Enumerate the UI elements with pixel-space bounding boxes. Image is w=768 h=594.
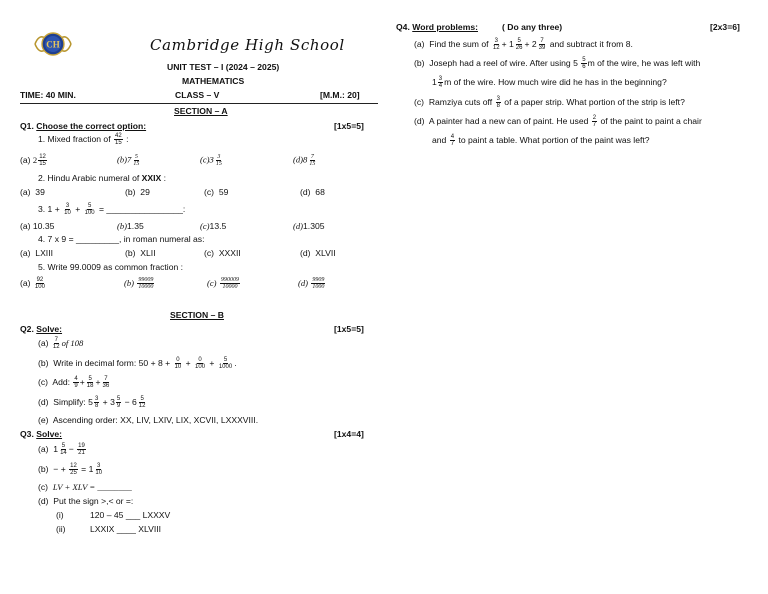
- test-title: UNIT TEST – I (2024 – 2025): [167, 62, 280, 72]
- q1-item-1-option-c: (c)3 $\frac{3}{15}$: [200, 154, 222, 167]
- q1-item-5-option-a: (a) $\frac{92}{100}$: [20, 277, 45, 290]
- q3-heading: [20, 429, 62, 439]
- max-marks-label: [M.M.: 20]: [320, 90, 360, 100]
- section-b-title: SECTION – B: [170, 310, 224, 320]
- q1-item-4-stem: 4. 7 x 9 = _________, in roman numeral as:: [38, 234, 205, 244]
- q1-item-2-option-c: (c) 59: [204, 187, 229, 197]
- header-divider: [20, 103, 378, 104]
- q3-number: Q3.: [20, 429, 34, 439]
- q1-item-5-option-d: (d) $\frac{9909}{1000}$: [298, 277, 325, 290]
- q4-part-a: (a) Find the sum of $\frac{3}{12}$ + 1 $\frac{5}{26}$ + 2 $\frac{7}{39}$ and subtract it from 8.: [414, 38, 633, 51]
- q2-part-a: (a) $\frac{7}{12}$ of 108: [38, 337, 84, 350]
- q1-item-1-stem: 1. Mixed fraction of $\frac{42}{15}$ :: [38, 133, 129, 146]
- q2-part-d: (d) Simplify: 5 $\frac{3}{8}$ + 3 $\frac{5}{9}$ − 6 $\frac{5}{12}$: [38, 396, 146, 409]
- q1-item-2-option-b: (b) 29: [125, 187, 150, 197]
- q1-item-2-option-d: (d) 68: [300, 187, 325, 197]
- q1-item-2-option-a: (a) 39: [20, 187, 45, 197]
- q1-item-3-option-b: (b)1.35: [117, 221, 144, 231]
- q1-item-4-option-a: (a) LXIII: [20, 248, 53, 258]
- q1-item-3-option-a: (a) 10.35: [20, 221, 55, 231]
- q3-sub-ii: (ii) LXXIX ____ XLVIII: [56, 524, 162, 534]
- q1-item-3-option-c: (c)13.5: [200, 221, 227, 231]
- svg-text:CH: CH: [46, 39, 60, 50]
- q4-marks: [2x3=6]: [710, 22, 740, 32]
- q4-number: Q4.: [396, 22, 410, 32]
- q1-item-3-stem: 3. 1 + $\frac{3}{10}$ + $\frac{5}{100}$ = ________________:: [38, 203, 186, 216]
- q1-item-1-option-b: (b)7 $\frac{5}{15}$: [117, 154, 140, 167]
- q4-part-c: (c) Ramziya cuts off $\frac{3}{8}$ of a paper strip. What portion of the strip is left?: [414, 96, 685, 109]
- q2-number: Q2.: [20, 324, 34, 334]
- q1-item-5-option-b: (b) $\frac{99009}{10000}$: [124, 277, 154, 290]
- q4-title: Word problems:: [412, 22, 478, 32]
- q4-part-b: (b) Joseph had a reel of wire. After using 5 $\frac{5}{6}$ m of the wire, he was left with: [414, 57, 701, 70]
- class-label: CLASS – V: [175, 90, 220, 100]
- q3-part-c: (c) LV + XLV = ________: [38, 482, 132, 492]
- section-a-title: SECTION – A: [174, 106, 228, 116]
- q1-heading: [20, 121, 146, 131]
- subject-title: MATHEMATICS: [182, 76, 245, 86]
- q1-item-5-option-c: (c) $\frac{990009}{10000}$: [207, 277, 239, 290]
- q2-part-c: (c) Add: $\frac{4}{9}$ + $\frac{5}{18}$ + $\frac{7}{36}$: [38, 376, 110, 389]
- q4-part-b-line2: 1 $\frac{3}{4}$ m of the wire. How much wire did he has in the beginning?: [432, 76, 667, 89]
- q3-part-a: (a) 1 $\frac{5}{14}$ − $\frac{19}{21}$: [38, 443, 85, 456]
- q1-item-4-option-c: (c) XXXII: [204, 248, 241, 258]
- school-name: Cambridge High School: [150, 36, 345, 54]
- q4-heading: [396, 22, 478, 32]
- school-logo: [33, 28, 73, 60]
- q2-title: Solve:: [36, 324, 63, 334]
- q3-part-d: (d) Put the sign >,< or =:: [38, 496, 134, 506]
- q2-part-e: (e) Ascending order: XX, LIV, LXIV, LIX, XCVII, LXXXVIII.: [38, 415, 259, 425]
- q3-marks: [1x4=4]: [334, 429, 364, 439]
- q2-marks: [1x5=5]: [334, 324, 364, 334]
- q1-item-5-stem: 5. Write 99.0009 as common fraction :: [38, 262, 184, 272]
- time-label: TIME: 40 MIN.: [20, 90, 76, 100]
- q1-item-4-option-b: (b) XLII: [125, 248, 156, 258]
- q2-heading: [20, 324, 62, 334]
- q1-item-2-stem: 2. Hindu Arabic numeral of XXIX :: [38, 173, 167, 183]
- q4-note: ( Do any three): [502, 22, 563, 32]
- q1-number: Q1.: [20, 121, 34, 131]
- q1-title: Choose the correct option:: [36, 121, 147, 131]
- q3-sub-i: (i) 120 – 45 ___ LXXXV: [56, 510, 171, 520]
- q1-item-1-option-d: (d)8 $\frac{7}{15}$: [293, 154, 316, 167]
- q1-item-3-option-d: (d)1.305: [293, 221, 325, 231]
- q1-item-4-option-d: (d) XLVII: [300, 248, 336, 258]
- q3-title: Solve:: [36, 429, 63, 439]
- q1-marks: [1x5=5]: [334, 121, 364, 131]
- q4-part-d: (d) A painter had a new can of paint. He used $\frac{2}{7}$ of the paint to paint a chair: [414, 115, 702, 128]
- q1-item-1-option-a: (a) 2 $\frac{12}{15}$: [20, 154, 46, 167]
- q4-part-d-line2: and $\frac{4}{7}$ to paint a table. What portion of the paint was left?: [432, 134, 650, 147]
- q3-part-b: (b) − + $\frac{12}{25}$ = 1 $\frac{3}{10}$: [38, 463, 103, 476]
- q2-part-b: (b) Write in decimal form: 50 + 8 + $\frac{0}{10}$ + $\frac{0}{100}$ + $\frac{5}{1000}$ .: [38, 357, 237, 370]
